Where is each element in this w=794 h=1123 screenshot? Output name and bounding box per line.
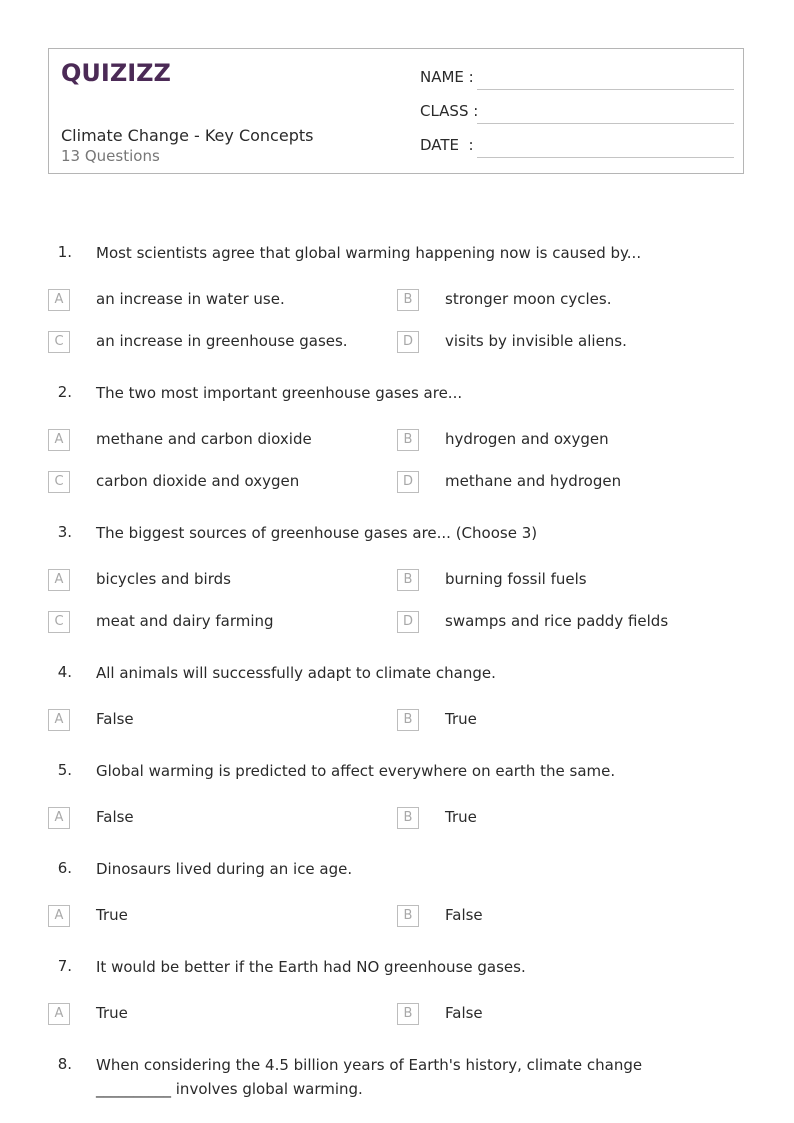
- name-label: NAME :: [420, 68, 474, 86]
- answer-option-d[interactable]: [397, 611, 727, 635]
- worksheet-header: [48, 48, 744, 174]
- answer-option-a[interactable]: [48, 289, 378, 313]
- question-text: Dinosaurs lived during an ice age.: [96, 860, 353, 878]
- option-text: burning fossil fuels: [445, 570, 587, 588]
- option-text: swamps and rice paddy fields: [445, 612, 669, 630]
- option-text: an increase in water use.: [96, 290, 285, 308]
- question-text: It would be better if the Earth had NO greenhouse gases.: [96, 958, 526, 976]
- name-line[interactable]: [477, 89, 734, 90]
- option-letter-box[interactable]: B: [397, 807, 419, 829]
- answer-option-b[interactable]: [397, 905, 727, 929]
- option-letter-box[interactable]: A: [48, 905, 70, 927]
- option-text: carbon dioxide and oxygen: [96, 472, 300, 490]
- answer-option-a[interactable]: [48, 569, 378, 593]
- option-text: True: [96, 1004, 128, 1022]
- date-line[interactable]: [477, 157, 734, 158]
- answer-option-b[interactable]: [397, 1003, 727, 1027]
- question-count: 13 Questions: [61, 147, 160, 165]
- question-text: Global warming is predicted to affect everywhere on earth the same.: [96, 762, 616, 780]
- option-text: False: [96, 710, 134, 728]
- answer-option-a[interactable]: [48, 807, 378, 831]
- question-number: 1.: [57, 243, 72, 261]
- date-field[interactable]: [420, 136, 734, 160]
- option-letter-box[interactable]: B: [397, 429, 419, 451]
- option-letter-box[interactable]: B: [397, 709, 419, 731]
- option-text: bicycles and birds: [96, 570, 231, 588]
- question-number: 2.: [57, 383, 72, 401]
- quizizz-logo: QUIZIZZ: [61, 59, 171, 87]
- option-letter-box[interactable]: C: [48, 331, 70, 353]
- option-text: False: [96, 808, 134, 826]
- option-text: an increase in greenhouse gases.: [96, 332, 348, 350]
- option-letter-box[interactable]: B: [397, 289, 419, 311]
- option-text: methane and hydrogen: [445, 472, 622, 490]
- option-letter-box[interactable]: B: [397, 1003, 419, 1025]
- class-line[interactable]: [477, 123, 734, 124]
- question-number: 8.: [57, 1055, 72, 1073]
- question-number: 7.: [57, 957, 72, 975]
- option-letter-box[interactable]: A: [48, 289, 70, 311]
- option-text: meat and dairy farming: [96, 612, 274, 630]
- answer-option-b[interactable]: [397, 569, 727, 593]
- option-text: False: [445, 906, 483, 924]
- answer-option-d[interactable]: [397, 471, 727, 495]
- worksheet-title: Climate Change - Key Concepts: [61, 126, 314, 145]
- option-text: True: [445, 710, 477, 728]
- question-text: The biggest sources of greenhouse gases are... (Choose 3): [96, 524, 538, 542]
- answer-option-b[interactable]: [397, 807, 727, 831]
- option-letter-box[interactable]: A: [48, 1003, 70, 1025]
- answer-option-b[interactable]: [397, 709, 727, 733]
- option-text: True: [96, 906, 128, 924]
- question-number: 5.: [57, 761, 72, 779]
- answer-option-c[interactable]: [48, 611, 378, 635]
- question-text: All animals will successfully adapt to climate change.: [96, 664, 496, 682]
- option-letter-box[interactable]: D: [397, 611, 419, 633]
- class-field[interactable]: [420, 102, 734, 126]
- option-letter-box[interactable]: C: [48, 471, 70, 493]
- question-text: Most scientists agree that global warming happening now is caused by...: [96, 244, 642, 262]
- answer-option-c[interactable]: [48, 331, 378, 355]
- answer-option-d[interactable]: [397, 331, 727, 355]
- answer-option-b[interactable]: [397, 289, 727, 313]
- option-text: hydrogen and oxygen: [445, 430, 609, 448]
- option-letter-box[interactable]: A: [48, 569, 70, 591]
- option-text: True: [445, 808, 477, 826]
- option-letter-box[interactable]: A: [48, 429, 70, 451]
- option-text: methane and carbon dioxide: [96, 430, 312, 448]
- question-text: The two most important greenhouse gases are...: [96, 384, 463, 402]
- option-letter-box[interactable]: D: [397, 331, 419, 353]
- question-text: When considering the 4.5 billion years of Earth's history, climate change __________ involves global warming.: [96, 1056, 643, 1098]
- class-label: CLASS :: [420, 102, 479, 120]
- option-letter-box[interactable]: B: [397, 905, 419, 927]
- option-letter-box[interactable]: C: [48, 611, 70, 633]
- answer-option-a[interactable]: [48, 429, 378, 453]
- answer-option-b[interactable]: [397, 429, 727, 453]
- answer-option-a[interactable]: [48, 1003, 378, 1027]
- answer-option-c[interactable]: [48, 471, 378, 495]
- date-label: DATE :: [420, 136, 474, 154]
- question-number: 4.: [57, 663, 72, 681]
- option-text: visits by invisible aliens.: [445, 332, 627, 350]
- option-letter-box[interactable]: B: [397, 569, 419, 591]
- name-field[interactable]: [420, 68, 734, 92]
- question-number: 6.: [57, 859, 72, 877]
- option-letter-box[interactable]: A: [48, 709, 70, 731]
- option-text: stronger moon cycles.: [445, 290, 612, 308]
- question-number: 3.: [57, 523, 72, 541]
- answer-option-a[interactable]: [48, 709, 378, 733]
- option-letter-box[interactable]: A: [48, 807, 70, 829]
- answer-option-a[interactable]: [48, 905, 378, 929]
- option-letter-box[interactable]: D: [397, 471, 419, 493]
- option-text: False: [445, 1004, 483, 1022]
